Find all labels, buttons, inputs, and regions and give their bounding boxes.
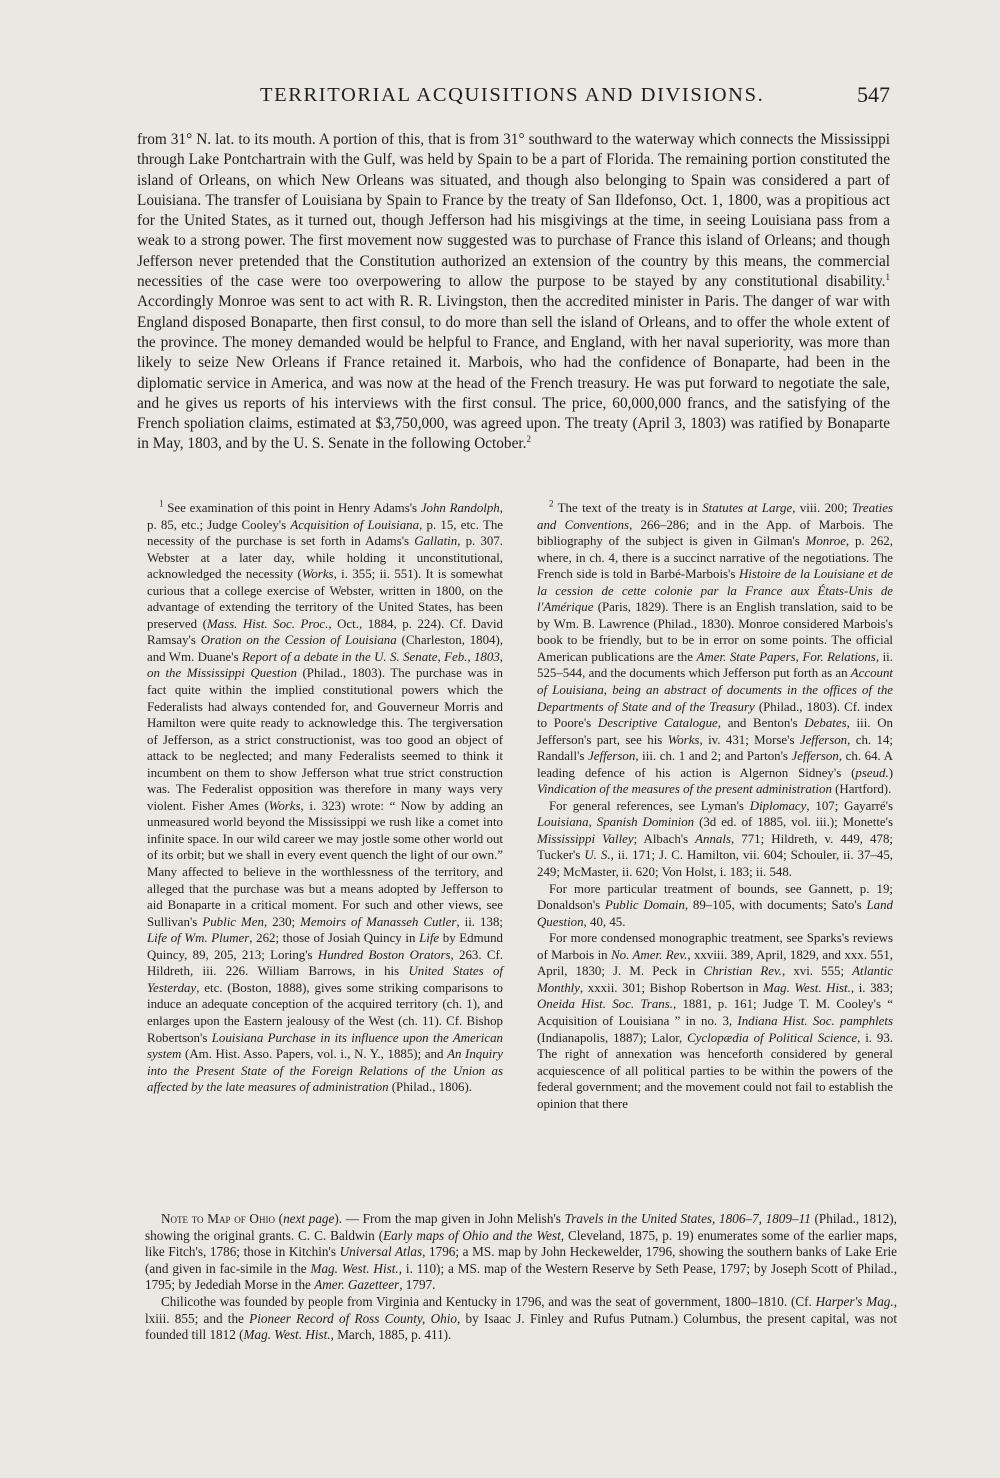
footnote-text: , i. 355; ii. 551). It is somewhat curious that a college exercise of Webster, written in 1800, on the advantage of extending the territory of the United States, has been preserved ( bbox=[147, 567, 503, 631]
footnote-text: , 771; Hildreth, v. 449, 478; Tucker's bbox=[537, 831, 893, 863]
footnote-title: Mississippi Valley bbox=[537, 831, 634, 846]
map-note-title: Universal Atlas bbox=[339, 1244, 423, 1260]
footnote-ref-1: 1 bbox=[885, 271, 890, 282]
footnote-text: , 230; bbox=[263, 914, 301, 929]
footnote-text: , ii. 171; J. C. Hamilton, vii. 604; Schouler, ii. 37–45, 249; McMaster, ii. 620; Von Holst, i. 183; ii. 548. bbox=[537, 848, 893, 880]
footnote-title: Report of a debate in the U. S. Senate, Feb., 1803, on the Mississippi Question bbox=[147, 649, 503, 681]
footnote-text: , i. 93. The right of annexation was henceforth considered by general acquiescence of all political parties to be within the powers of the federal government; and the movement could not fail to establish the opinion that there bbox=[537, 1030, 894, 1111]
map-note-text: , Cleveland, 1875, p. 19) enumerates some of the earlier maps, like Fitch's, 1786; those in Kitchin's bbox=[145, 1227, 898, 1260]
footnote-text: , ii. 525–544, and the documents which Jefferson put forth as an bbox=[537, 649, 893, 681]
page-number: 547 bbox=[857, 82, 890, 107]
footnote-text: (Philad., 1806). bbox=[388, 1080, 472, 1095]
footnote-text: (Indianapolis, 1887); Lalor, bbox=[537, 1030, 688, 1045]
footnote-title: Gallatin bbox=[414, 534, 458, 549]
footnote-text: , p. 307. Webster at a later day, while holding it unconstitutional, acknowledged the necessity ( bbox=[147, 534, 503, 582]
footnote-text: , ii. 138; bbox=[456, 914, 503, 929]
footnote-title: Annals bbox=[695, 831, 731, 846]
footnote-text: , 1881, p. 161; Judge T. M. Cooley's “ Acquisition of Louisiana ” in no. 3, bbox=[537, 997, 893, 1028]
map-note-title: Harper's Mag. bbox=[815, 1293, 894, 1309]
footnote-title: An Inquiry into the Present State of the Foreign Relations of the Union as affected by the late measures of administration bbox=[147, 1047, 503, 1095]
main-text-part-2: Accordingly Monroe was sent to act with R. R. Livingston, then the accredited minister in Paris. The danger of war with England disposed Bonaparte, then first consul, to do more than sell the island of Orleans, and to offer the whole extent of the province. The money demanded would be helpful to France, and England, with her naval superiority, was more than likely to seize New Orleans if France retained it. Marbois, who had the confidence of Bonaparte, had been in the diplomatic service in America, and was now at the head of the French treasury. He was put forward to negotiate the sale, and he gives us reports of his interviews with the first consul. The price, 60,000,000 francs, and the satisfying of the French spoliation claims, estimated at $3,750,000, was agreed upon. The treaty (April 3, 1803) was ratified by Bonaparte in May, 1803, and by the U. S. Senate in the following October. bbox=[137, 293, 890, 453]
footnote-title: Mass. Hist. Soc. Proc. bbox=[206, 616, 329, 631]
map-note-text: , by Isaac J. Finley and Rufus Putnam.) Columbus, the present capital, was not founded till 1812 ( bbox=[145, 1310, 897, 1343]
footnote-text: , 40, 45. bbox=[583, 914, 626, 929]
footnote-title: Jefferson bbox=[588, 749, 636, 764]
footnote-text: For general references, see Lyman's bbox=[549, 798, 750, 813]
map-note-title: Travels in the United States, 1806–7, 1809–11 bbox=[564, 1211, 811, 1226]
map-note-text: (Philad., 1812), showing the original grants. C. C. Baldwin ( bbox=[145, 1211, 897, 1243]
footnote-title: Mag. West. Hist. bbox=[763, 980, 851, 995]
footnote-title: Statutes at Large bbox=[702, 501, 793, 515]
footnote-title: Public Domain bbox=[604, 898, 685, 913]
footnote-title: Christian Rev. bbox=[703, 964, 782, 979]
footnote-title: U. S. bbox=[584, 848, 611, 863]
footnote-title: Louisiana Purchase in its influence upon the American system bbox=[147, 1030, 503, 1062]
map-note-text: , March, 1885, p. 411). bbox=[330, 1327, 452, 1343]
footnote-text: (3d ed. of 1885, vol. iii.); Monette's bbox=[694, 815, 893, 830]
footnote-title: pseud. bbox=[855, 765, 889, 780]
footnote-title: Oration on the Cession of Louisiana bbox=[200, 633, 397, 648]
footnote-text: (Philad., 1803). The purchase was in fact quite within the implied constitutional powers which the Federalists had always contended for, and Gouverneur Morris and Hamilton were quite ready to acknowledge this. The tergiversation of Jefferson, as a strict constructionist, was too good an object of attack to be neglected; and many Federalists seemed to think it incumbent on them to show Jefferson what true strict construction was. The Federalist opposition was therefore in many ways very violent. Fisher Ames ( bbox=[147, 666, 504, 813]
main-text bbox=[137, 130, 890, 455]
map-note-label: Note to Map of Ohio bbox=[161, 1211, 275, 1226]
footnote-text: , xxviii. 389, April, 1829, and xxx. 551, April, 1830; J. M. Peck in bbox=[537, 947, 893, 979]
footnote-title: Works bbox=[301, 567, 334, 582]
footnote-text: , i. 383; bbox=[850, 980, 894, 995]
footnote-text: ; Albach's bbox=[633, 831, 696, 846]
map-note-paragraph-2 bbox=[145, 1294, 897, 1344]
footnote-title: No. Amer. Rev. bbox=[611, 947, 688, 962]
footnote-text: , iv. 431; Morse's bbox=[699, 732, 800, 747]
footnote-2-paragraph-4 bbox=[537, 930, 893, 1112]
map-note-text: , 1797. bbox=[399, 1277, 436, 1293]
map-note-title: Mag. West. Hist. bbox=[310, 1260, 399, 1276]
footnote-title: Works bbox=[268, 798, 301, 813]
footnote-title: Monroe bbox=[805, 534, 846, 549]
footnote-text: , 263. Cf. Hildreth, iii. 226. William Barrows, in his bbox=[147, 947, 504, 979]
footnote-text: (Am. Hist. Asso. Papers, vol. i., N. Y., 1885); and bbox=[181, 1047, 448, 1062]
footnote-title: Louisiana, Spanish Dominion bbox=[537, 815, 695, 830]
map-note-title: Amer. Gazetteer bbox=[314, 1277, 400, 1293]
footnote-title: Memoirs of Manasseh Cutler bbox=[300, 914, 457, 929]
footnote-title: Vindication of the measures of the present administration bbox=[537, 782, 832, 797]
map-note bbox=[145, 1211, 897, 1344]
map-note-title: Pioneer Record of Ross County, Ohio bbox=[249, 1310, 457, 1326]
map-note-paragraph-1 bbox=[145, 1211, 897, 1294]
footnote-text: , xvi. 555; bbox=[781, 964, 853, 979]
footnote-1-paragraph bbox=[147, 500, 503, 1096]
footnote-title: Land Question bbox=[537, 898, 893, 929]
footnote-text: by Edmund Quincy, 89, 205, 213; Loring's bbox=[147, 931, 503, 962]
footnote-text: (Charleston, 1804), and Wm. Duane's bbox=[147, 633, 504, 664]
footnote-text: For more condensed monographic treatment, see Sparks's reviews of Marbois in bbox=[537, 931, 893, 962]
footnote-title: John Randolph bbox=[420, 501, 500, 515]
footnote-title: Atlantic Monthly bbox=[537, 964, 893, 995]
footnote-title: Jefferson bbox=[791, 749, 839, 764]
footnote-title: Oneida Hist. Soc. Trans. bbox=[537, 997, 673, 1012]
footnote-text: , iii. On Jefferson's part, see his bbox=[537, 716, 893, 747]
footnote-text: For more particular treatment of bounds, see Gannett, p. 19; Donaldson's bbox=[537, 881, 893, 913]
footnote-title: Diplomacy bbox=[749, 798, 807, 813]
footnote-title: Public Men bbox=[202, 914, 264, 929]
footnote-2-marker: 2 bbox=[549, 498, 554, 509]
footnote-ref-2: 2 bbox=[526, 434, 531, 445]
footnote-title: Descriptive Catalogue bbox=[597, 716, 718, 731]
main-paragraph bbox=[137, 130, 890, 455]
footnote-title: Histoire de la Louisiane et de la cession de cette colonie par la France aux États-Unis de l'Amérique bbox=[537, 567, 893, 615]
footnote-2-paragraph-3 bbox=[537, 881, 893, 931]
footnote-title: Jefferson bbox=[799, 732, 848, 747]
footnote-title: Indiana Hist. Soc. pamphlets bbox=[737, 1013, 893, 1028]
footnote-1 bbox=[147, 500, 503, 1096]
footnote-text: The text of the treaty is in bbox=[553, 501, 703, 515]
footnote-text: , and Benton's bbox=[717, 716, 805, 731]
footnote-2-paragraph-1 bbox=[537, 500, 893, 798]
footnote-title: Life bbox=[419, 931, 440, 946]
footnote-title: Account of Louisiana, being an abstract of documents in the offices of the Departments of State and of the Treasury bbox=[537, 666, 893, 714]
footnote-text: , 107; Gayarré's bbox=[806, 798, 893, 813]
footnote-1-marker: 1 bbox=[159, 498, 164, 509]
footnote-text: , ch. 64. A leading defence of his action is Algernon Sidney's ( bbox=[537, 749, 893, 780]
footnote-text: , 262; those of Josiah Quincy in bbox=[249, 931, 420, 946]
footnote-title: Hundred Boston Orators bbox=[317, 947, 451, 962]
footnote-text: See examination of this point in Henry Adams's bbox=[163, 501, 421, 515]
footnote-2 bbox=[537, 500, 893, 1112]
footnote-title: Works bbox=[667, 732, 700, 747]
footnote-text: (Philad., 1803). Cf. index to Poore's bbox=[537, 699, 893, 731]
main-text-part-1: from 31° N. lat. to its mouth. A portion of this, that is from 31° southward to the waterway which connects the Mississippi through Lake Pontchartrain with the Gulf, was held by Spain to be a part of Florida. The remaining portion constituted the island of Orleans, on which New Orleans was situated, and though also belonging to Spain was considered a part of Louisiana. The transfer of Louisiana by Spain to France by the treaty of San Ildefonso, Oct. 1, 1800, was a propitious act for the United States, as it turned out, though Jefferson had his misgivings at the time, in seeing Louisiana pass from a weak to a strong power. The first movement now suggested was to purchase of France this island of Orleans; and though Jefferson never pretended that the Constitution authorized an extension of the country by this means, the commercial necessities of the case were too overpowering to allow the purpose to be stayed by any constitutional disability. bbox=[137, 131, 890, 291]
footnote-text: , 266–286; and in the App. of Marbois. The bibliography of the subject is given in Gilman's bbox=[537, 517, 893, 549]
footnote-text: (Paris, 1829). There is an English translation, said to be by Wm. B. Lawrence (Philad., 1830). Monroe considered Marbois's book to be friendly, but to be in error on some points. The official American publications are the bbox=[537, 600, 893, 664]
footnote-title: Life of Wm. Plumer bbox=[147, 931, 250, 946]
footnote-text: , p. 262, where, in ch. 4, there is a succinct narrative of the negotiations. The French side is told in Barbé-Marbois's bbox=[537, 534, 893, 582]
map-note-text: Chilicothe was founded by people from Virginia and Kentucky in 1796, and was the seat of government, 1800–1810. (Cf. bbox=[161, 1293, 816, 1309]
footnote-2-paragraph-2 bbox=[537, 798, 893, 881]
footnote-title: Acquisition of Louisiana bbox=[290, 517, 420, 532]
footnote-text: , p. 15, etc. The necessity of the purchase is set forth in Adams's bbox=[147, 517, 503, 549]
footnote-text: , i. 323) wrote: “ Now by adding an unmeasured world beyond the Mississippi we rush like a comet into infinite space. In our wild career we may jostle some other world out of its orbit; but we shall in every event quench the light of our own.” Many affected to believe in the worthlessness of the territory, and alleged that the purchase was but a means adopted by Jefferson to aid Bonaparte in a critical moment. For such and other views, see Sullivan's bbox=[147, 798, 503, 929]
footnote-text: , ch. 14; Randall's bbox=[537, 732, 893, 764]
footnote-text: (Hartford). bbox=[831, 782, 892, 797]
map-note-text: ). — From the map given in John Melish's bbox=[334, 1211, 565, 1226]
running-head bbox=[138, 80, 890, 112]
map-note-text: , 1796; a MS. map by John Heckewelder, 1796, showing the southern banks of Lake Erie (and given in fac-simile in the bbox=[145, 1244, 897, 1276]
footnote-text: , xxxii. 301; Bishop Robertson in bbox=[579, 980, 763, 995]
footnote-text: , etc. (Boston, 1888), gives some striking comparisons to induce an adequate conception of the acquired territory (ch. 1), and enlarges upon the Eastern jealousy of the West (ch. 11). Cf. Bishop Robertson's bbox=[147, 980, 503, 1045]
footnote-text: , viii. 200; bbox=[792, 501, 852, 515]
map-note-text: ( bbox=[274, 1211, 284, 1226]
footnote-title: Treaties and Conventions bbox=[537, 501, 893, 532]
footnote-title: Amer. State Papers, For. Relations bbox=[696, 649, 876, 664]
footnote-text: , 89–105, with documents; Sato's bbox=[684, 898, 867, 913]
footnote-title: Cyclopædia of Political Science bbox=[687, 1030, 858, 1045]
footnote-text: , p. 85, etc.; Judge Cooley's bbox=[147, 501, 503, 532]
footnote-text: , iii. ch. 1 and 2; and Parton's bbox=[635, 749, 792, 764]
map-note-title: Early maps of Ohio and the West bbox=[383, 1227, 561, 1243]
map-note-title: next page bbox=[283, 1211, 335, 1226]
map-note-text: , lxiii. 855; and the bbox=[145, 1293, 897, 1326]
footnote-title: United States of Yesterday bbox=[147, 964, 503, 995]
running-head-title: TERRITORIAL ACQUISITIONS AND DIVISIONS. bbox=[260, 84, 765, 106]
footnote-text: ) bbox=[888, 765, 893, 780]
footnote-text: , Oct., 1884, p. 224). Cf. David Ramsay's bbox=[147, 616, 503, 648]
map-note-text: , i. 110); a MS. map of the Western Reserve by Seth Pease, 1797; by Joseph Scott of Philad., 1795; by Jedediah Morse in the bbox=[145, 1260, 897, 1293]
footnote-title: Debates bbox=[804, 716, 847, 731]
map-note-title: Mag. West. Hist. bbox=[243, 1327, 331, 1343]
